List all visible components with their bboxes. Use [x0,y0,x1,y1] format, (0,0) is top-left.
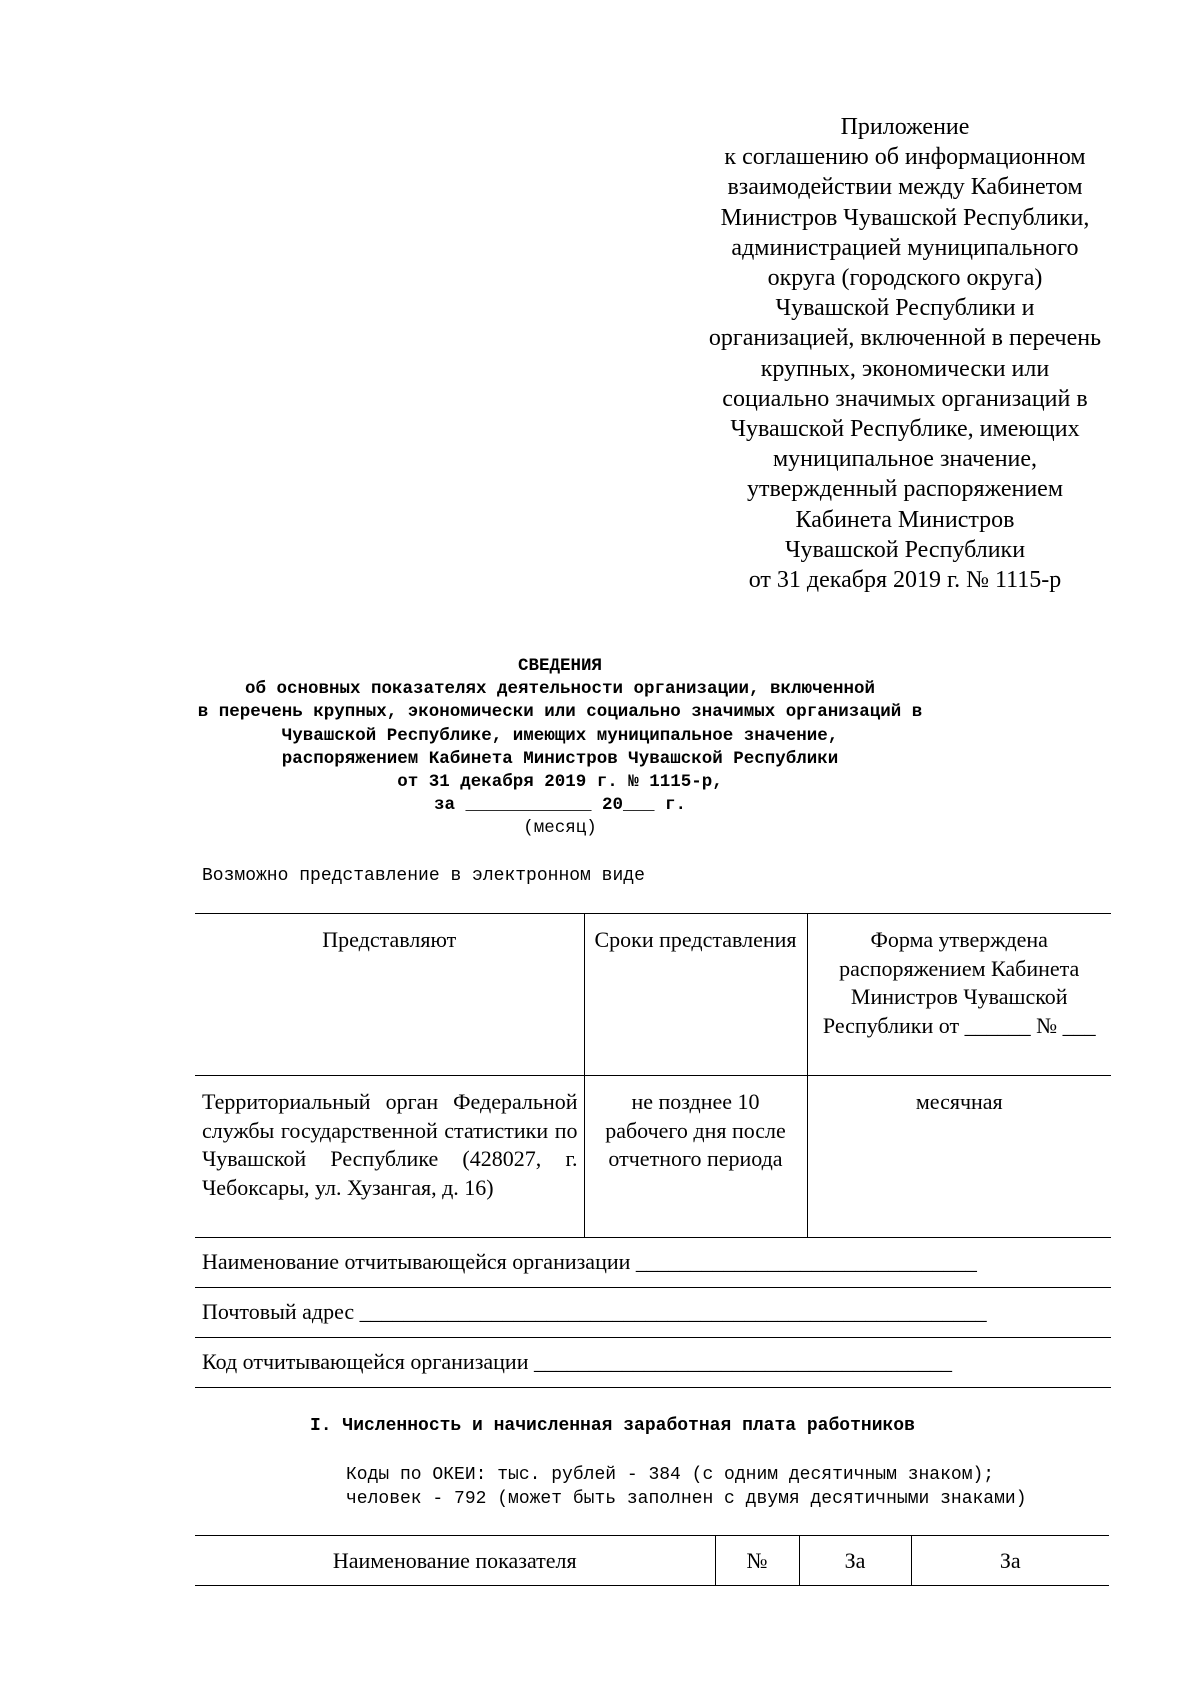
header-cell-deadline: Сроки представления [584,914,807,1076]
appendix-line: организацией, включенной в перечень [708,325,1102,352]
okei-line: Коды по ОКЕИ: тыс. рублей - 384 (с одним десятичным знаком); [346,1465,995,1485]
header-cell-indicator-name: Наименование показателя [195,1536,715,1586]
cell-deadline: не позднее 10 рабочего дня после отчетного периода [584,1076,807,1238]
cell-periodicity: месячная [807,1076,1111,1238]
appendix-line: муниципальное значение, [772,446,1038,473]
indicator-table [195,1535,1109,1586]
header-cell-number: № [715,1536,799,1586]
title-line: за ____________ 20___ г. [433,795,687,816]
appendix-line: администрацией муниципального [731,234,1079,261]
appendix-line: Чувашской Республики [784,536,1026,563]
okei-line: человек - 792 (может быть заполнен с двумя десятичными знаками) [346,1488,1027,1509]
appendix-line: социально значимых организаций в [722,385,1088,412]
title-line: в перечень крупных, экономически или социально значимых организаций в [197,702,923,723]
title-line: распоряжением Кабинета Министров Чувашской Республики [281,748,839,769]
document-title [190,655,930,841]
appendix-line: округа (городского округа) [767,265,1043,292]
organization-code-field[interactable]: Код отчитывающейся организации ______________________________________ [195,1338,1111,1388]
appendix-line: Чувашской Республике, имеющих [730,416,1080,443]
table-header-row [195,1536,1109,1586]
title-line: об основных показателях деятельности организации, включенной [244,679,876,700]
header-cell-period-1: За [799,1536,911,1586]
appendix-line: крупных, экономически или [760,355,1050,382]
title-line: от 31 декабря 2019 г. № 1115-р, [397,772,723,793]
appendix-block [680,112,1130,595]
month-caption: (месяц) [523,818,597,839]
organization-name-row [195,1238,1111,1288]
header-cell-form-approval: Форма утверждена распоряжением Кабинета Министров Чувашской Республики от ______ № ___ [807,914,1111,1076]
electronic-note: Возможно представление в электронном виде [202,866,645,886]
okei-note [346,1464,1027,1511]
submission-table [195,913,1111,1388]
postal-address-field[interactable]: Почтовый адрес _________________________________________________________ [195,1288,1111,1338]
cell-submitter: Территориальный орган Федеральной службы государственной статистики по Чувашской Республике (428027, г. Чебоксары, ул. Хузангая, д. 16) [195,1076,584,1238]
appendix-line: к соглашению об информационном [724,144,1086,171]
appendix-line: от 31 декабря 2019 г. № 1115-р [748,567,1062,594]
section-title: I. Численность и начисленная заработная плата работников [310,1416,915,1436]
title-line: СВЕДЕНИЯ [517,656,602,676]
postal-address-row [195,1288,1111,1338]
table-header-row [195,914,1111,1076]
header-cell-submitter: Представляют [195,914,584,1076]
appendix-line: Министров Чувашской Республики, [720,204,1090,231]
title-line: Чувашской Республике, имеющих муниципальное значение, [281,725,839,746]
appendix-line: Приложение [840,114,970,140]
table-row [195,1076,1111,1238]
appendix-line: утвержденный распоряжением [746,476,1064,503]
appendix-line: взаимодействии между Кабинетом [727,174,1083,201]
appendix-line: Чувашской Республики и [775,295,1035,322]
organization-code-row [195,1338,1111,1388]
organization-name-field[interactable]: Наименование отчитывающейся организации _______________________________ [195,1238,1111,1288]
appendix-line: Кабинета Министров [795,506,1015,533]
header-cell-period-2: За [911,1536,1109,1586]
